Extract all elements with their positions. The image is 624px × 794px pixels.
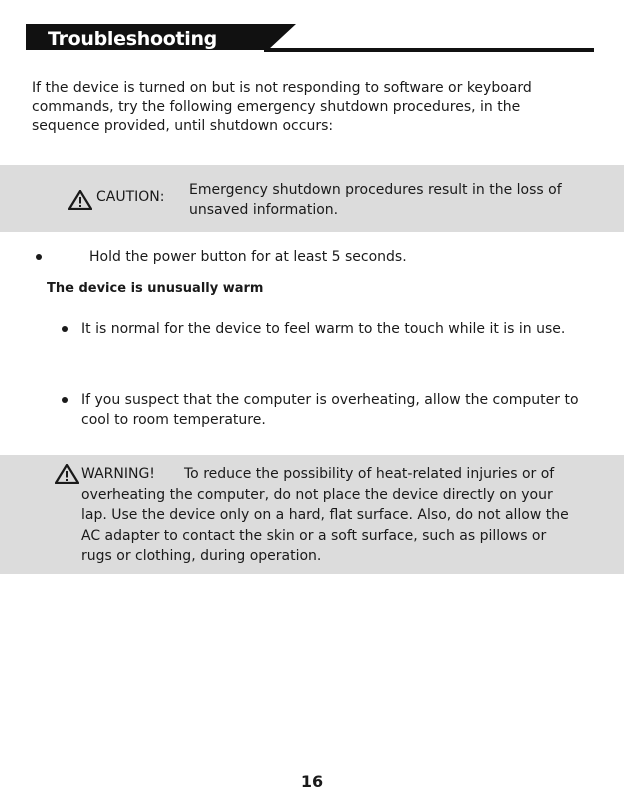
procedure-item: Hold the power button for at least 5 seconds. [89, 249, 407, 265]
bullet-icon [36, 254, 42, 260]
warning-label: WARNING! [81, 466, 155, 482]
warning-triangle-icon [55, 464, 79, 484]
list-item: It is normal for the device to feel warm to the touch while it is in use. [81, 321, 566, 337]
section-subheading: The device is unusually warm [47, 281, 264, 296]
caution-label: CAUTION: [96, 189, 165, 205]
section-header [26, 24, 594, 54]
bullet-icon [62, 397, 68, 403]
bullet-icon [62, 326, 68, 332]
warning-triangle-icon [68, 190, 92, 210]
page-number: 16 [300, 772, 324, 791]
page-title: Troubleshooting [48, 28, 217, 50]
warning-text: To reduce the possibility of heat-related injuries or of overheating the computer, do not place the device directly on your lap. Use the device only on a hard, flat surface. Also, do not allow the AC adapter to contact the skin or a soft surface, such as pillows or rugs or clothing, during operation. [81, 466, 569, 564]
list-item: If you suspect that the computer is overheating, allow the computer to cool to room temperature. [81, 392, 579, 428]
caution-text: Emergency shutdown procedures result in the loss of unsaved information. [189, 182, 562, 218]
intro-paragraph: If the device is turned on but is not responding to software or keyboard commands, try the following emergency shutdown procedures, in the sequence provided, until shutdown occurs: [32, 80, 532, 134]
warning-text-block [81, 464, 581, 567]
